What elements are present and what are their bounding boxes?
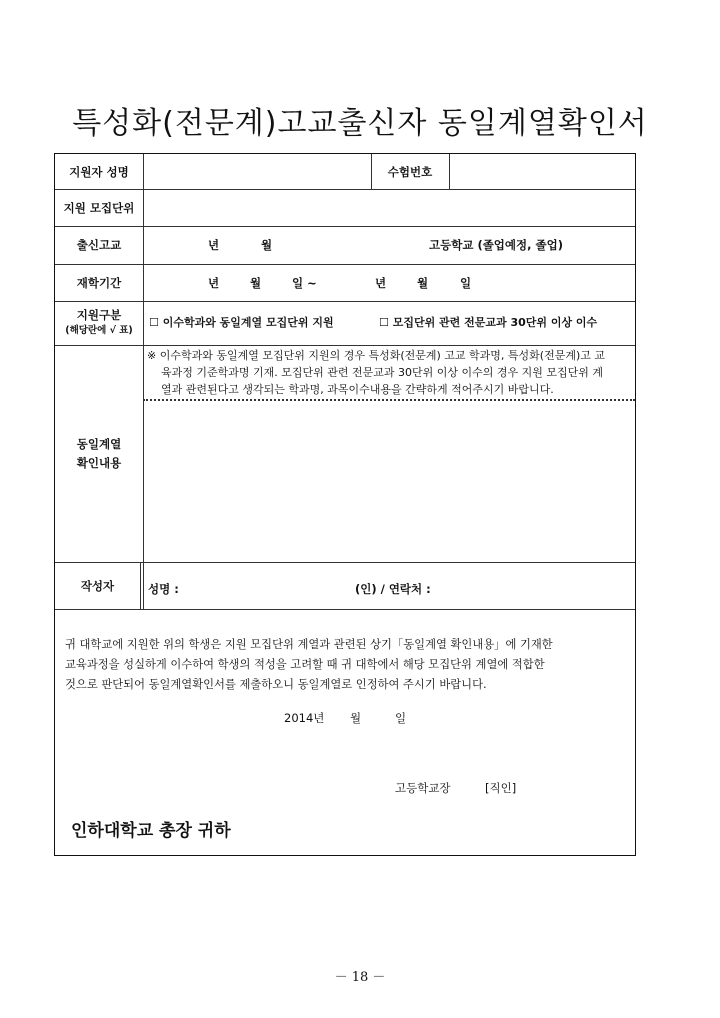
row-divider <box>55 345 635 346</box>
statement-line1: 귀 대학교에 지원한 위의 학생은 지원 모집단위 계열과 관련된 상기「동일계열 확인내용」에 기재한 <box>65 638 553 651</box>
writer-seal-contact: (인) / 연락처 : <box>355 582 431 596</box>
principal-seal: [직인] <box>485 781 517 795</box>
column-divider <box>449 154 450 189</box>
writer-label: 작성자 <box>80 579 115 593</box>
category-label: 지원구분 <box>76 308 122 322</box>
row-divider <box>55 226 635 227</box>
row-divider <box>55 264 635 265</box>
school-suffix: 고등학교 (졸업예정, 졸업) <box>429 238 563 252</box>
date-year: 2014년 <box>284 711 325 725</box>
category-option-same-major[interactable]: ☐ 이수학과와 동일계열 모집단위 지원 <box>149 316 334 329</box>
principal-title: 고등학교장 <box>395 781 451 795</box>
statement-line2: 교육과정을 성실하게 이수하여 학생의 적성을 고려할 때 귀 대학에서 해당 모집단위 계열에 적합한 <box>65 658 545 671</box>
column-divider <box>143 154 144 609</box>
period-year1: 년 <box>208 276 220 290</box>
period-month2: 월 <box>417 276 429 290</box>
category-option-30-units[interactable]: ☐ 모집단위 관련 전문교과 30단위 이상 이수 <box>379 316 598 329</box>
period-year2: 년 <box>375 276 387 290</box>
page-title: 특성화(전문계)고교출신자 동일계열확인서 <box>72 106 648 141</box>
confirmation-form <box>54 153 636 856</box>
page-number: － 18 － <box>334 970 386 985</box>
period-day2: 일 <box>460 276 472 290</box>
unit-label: 지원 모집단위 <box>63 201 135 215</box>
row-divider <box>55 562 635 563</box>
addressee: 인하대학교 총장 귀하 <box>71 821 231 841</box>
row-divider <box>55 301 635 302</box>
row-divider <box>55 189 635 190</box>
confirm-note-line1: ※ 이수학과와 동일계열 모집단위 지원의 경우 특성화(전문계) 고교 학과명, 특성화(전문계)고 교 <box>147 349 606 362</box>
period-day1: 일 ~ <box>292 276 317 290</box>
category-sublabel: (해당란에 √ 표) <box>65 325 133 336</box>
confirm-note-line2: 육과정 기준학과명 기재. 모집단위 관련 전문교과 30단위 이상 이수의 경우 지원 모집단위 계 <box>161 366 603 379</box>
date-month: 월 <box>350 711 362 725</box>
applicant-name-label: 지원자 성명 <box>69 165 129 179</box>
confirm-note-line3: 열과 관련된다고 생각되는 학과명, 과목이수내용을 간략하게 적어주시기 바랍니다. <box>161 383 554 396</box>
school-year: 년 <box>208 238 220 252</box>
date-day: 일 <box>395 711 407 725</box>
confirm-label-line2: 확인내용 <box>76 456 122 470</box>
exam-number-label: 수험번호 <box>387 165 433 179</box>
period-label: 재학기간 <box>76 276 122 290</box>
writer-name: 성명 : <box>148 582 179 596</box>
dotted-separator <box>143 399 635 401</box>
period-month1: 월 <box>250 276 262 290</box>
row-divider <box>55 609 635 610</box>
school-label: 출신고교 <box>76 238 122 252</box>
statement-line3: 것으로 판단되어 동일계열확인서를 제출하오니 동일계열로 인정하여 주시기 바랍니다. <box>65 678 487 691</box>
column-divider <box>140 562 141 609</box>
confirm-label-line1: 동일계열 <box>76 437 122 451</box>
school-month: 월 <box>261 238 273 252</box>
